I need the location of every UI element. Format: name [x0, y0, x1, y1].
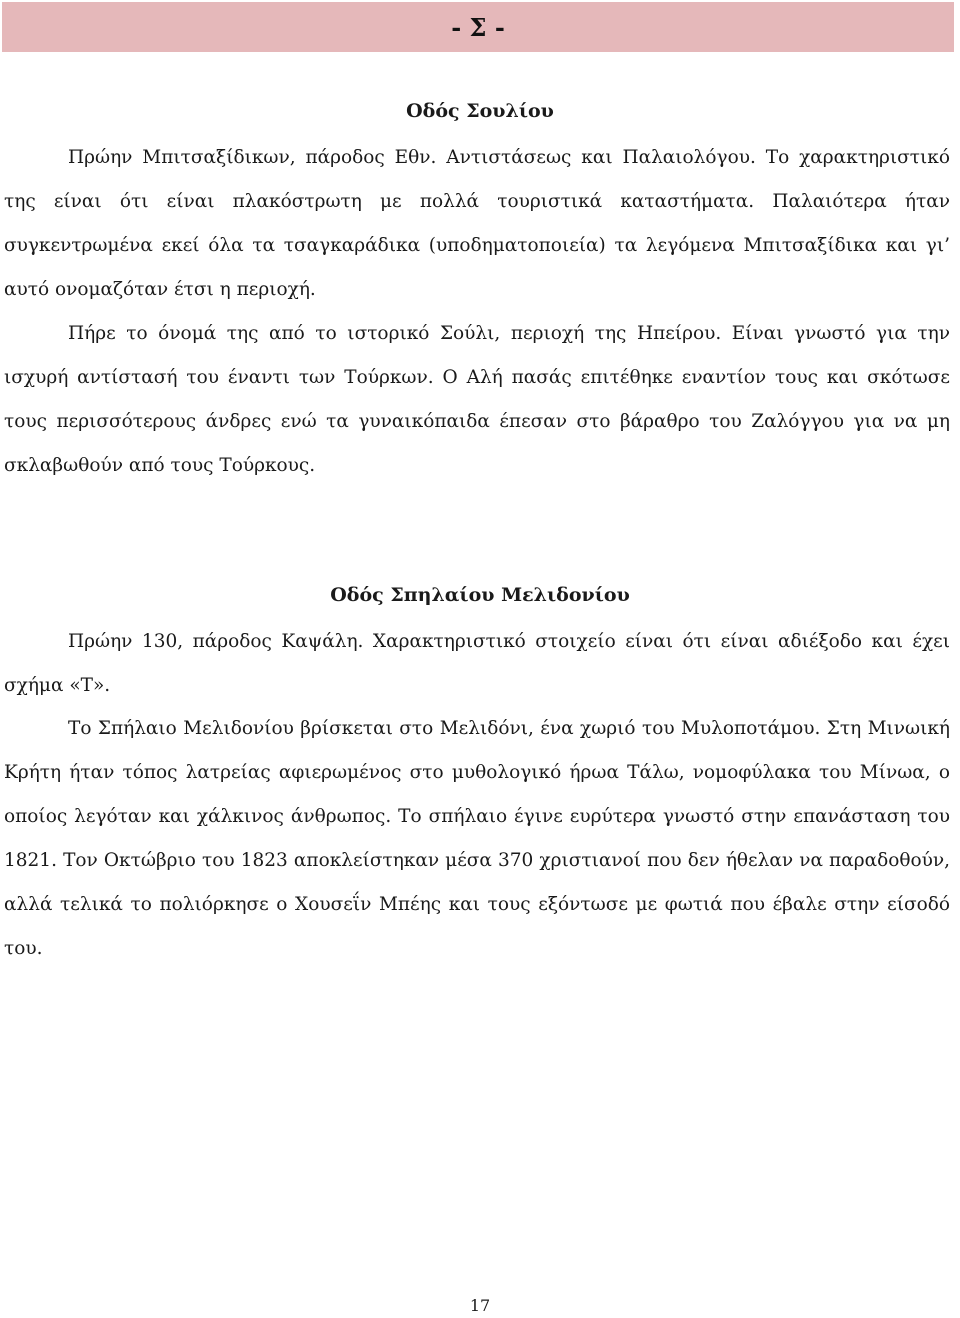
paragraph-melidoniou-history: Το Σπήλαιο Μελιδονίου βρίσκεται στο Μελιδόνι, ένα χωριό του Μυλοποτάμου. Στη Μινωική Κρήτη ήταν τόπος λατρείας αφιερωμένος στο μυθολογικό ήρωα Τάλω, νομοφύλακα του Μίνωα, ο οποίος λεγόταν και χάλκινος άνθρωπος. Το σπήλαιο έγινε ευρύτερα γνωστό στην επανάσταση του 1821. Τον Οκτώβριο του 1823 αποκλείστηκαν μέσα 370 χριστιανοί που δεν ήθελαν να παραδοθούν, αλλά τελικά το πολιόρκησε ο Χουσεΐν Μπέης και τους εξόντωσε με φωτιά που έβαλε στην είσοδό του. [4, 718, 950, 959]
paragraph-souliou-name-origin: Πήρε το όνομά της από το ιστορικό Σούλι, περιοχή της Ηπείρου. Είναι γνωστό για την ισχυρή αντίστασή του έναντι των Τούρκων. Ο Αλή πασάς επιτέθηκε εναντίον τους και σκότωσε τους περισσότερους άνδρες ενώ τα γυναικόπαιδα έπεσαν στο βάραθρο του Ζαλόγγου για να μη σκλαβωθούν από τους Τούρκους. [4, 323, 950, 476]
section-letter: - Σ - [451, 12, 505, 42]
page-number: 17 [469, 1296, 491, 1315]
letter-banner [2, 2, 954, 52]
paragraph-melidoniou-description: Πρώην 130, πάροδος Καψάλη. Χαρακτηριστικό στοιχείο είναι ότι είναι αδιέξοδο και έχει σχήμα «Τ». [4, 631, 950, 696]
section-title-spilaiou-melidoniou: Οδός Σπηλαίου Μελιδονίου [330, 584, 630, 606]
section-title-souliou: Οδός Σουλίου [406, 100, 554, 122]
paragraph-souliou-history: Πρώην Μπιτσαξίδικων, πάροδος Εθν. Αντιστάσεως και Παλαιολόγου. Το χαρακτηριστικό της είναι ότι είναι πλακόστρωτη με πολλά τουριστικά καταστήματα. Παλαιότερα ήταν συγκεντρωμένα εκεί όλα τα τσαγκαράδικα (υποδηματοποιεία) τα λεγόμενα Μπιτσαξίδικα και γι’ αυτό ονομαζόταν έτσι η περιοχή. [4, 147, 950, 300]
